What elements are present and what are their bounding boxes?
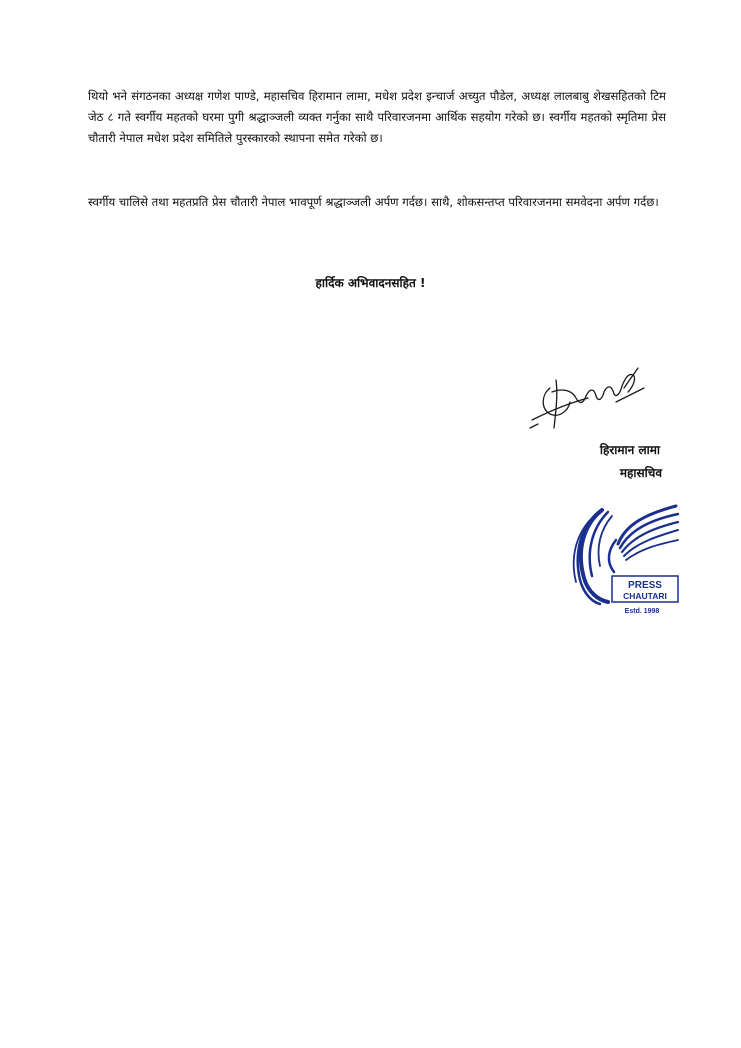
signer-name: हिरामान लामा bbox=[599, 443, 660, 457]
body-paragraph-2: स्वर्गीय चालिसे तथा महतप्रति प्रेस चौतारी नेपाल भावपूर्ण श्रद्धाञ्जली अर्पण गर्दछ। साथै, शोकसन्तप्त परिवारजनमा समवेदना अर्पण गर्दछ। bbox=[88, 195, 659, 209]
handwritten-signature bbox=[528, 358, 646, 438]
closing-greeting: हार्दिक अभिवादनसहित ! bbox=[315, 276, 426, 290]
body-paragraph-1: थियो भने संगठनका अध्यक्ष गणेश पाण्डे, महासचिव हिरामान लामा, मधेश प्रदेश इन्चार्ज अच्युत पौडेल, अध्यक्ष लालबाबु शेखसहितको टिम जेठ ८ गते स्वर्गीय महतको घरमा पुगी श्रद्धाञ्जली व्यक्त गर्नुका साथै परिवारजनमा आर्थिक सहयोग गरेको छ। स्वर्गीय महतको स्मृतिमा प्रेस चौतारी नेपाल मधेश प्रदेश समितिले पुरस्कारको स्थापना समेत गरेको छ। bbox=[88, 89, 666, 145]
logo-text-chautari: CHAUTARI bbox=[623, 591, 667, 601]
press-chautari-logo bbox=[560, 500, 682, 622]
signer-title: महासचिव bbox=[619, 466, 662, 480]
logo-text-press: PRESS bbox=[628, 580, 662, 591]
logo-text-established: Estd. 1998 bbox=[624, 608, 660, 615]
